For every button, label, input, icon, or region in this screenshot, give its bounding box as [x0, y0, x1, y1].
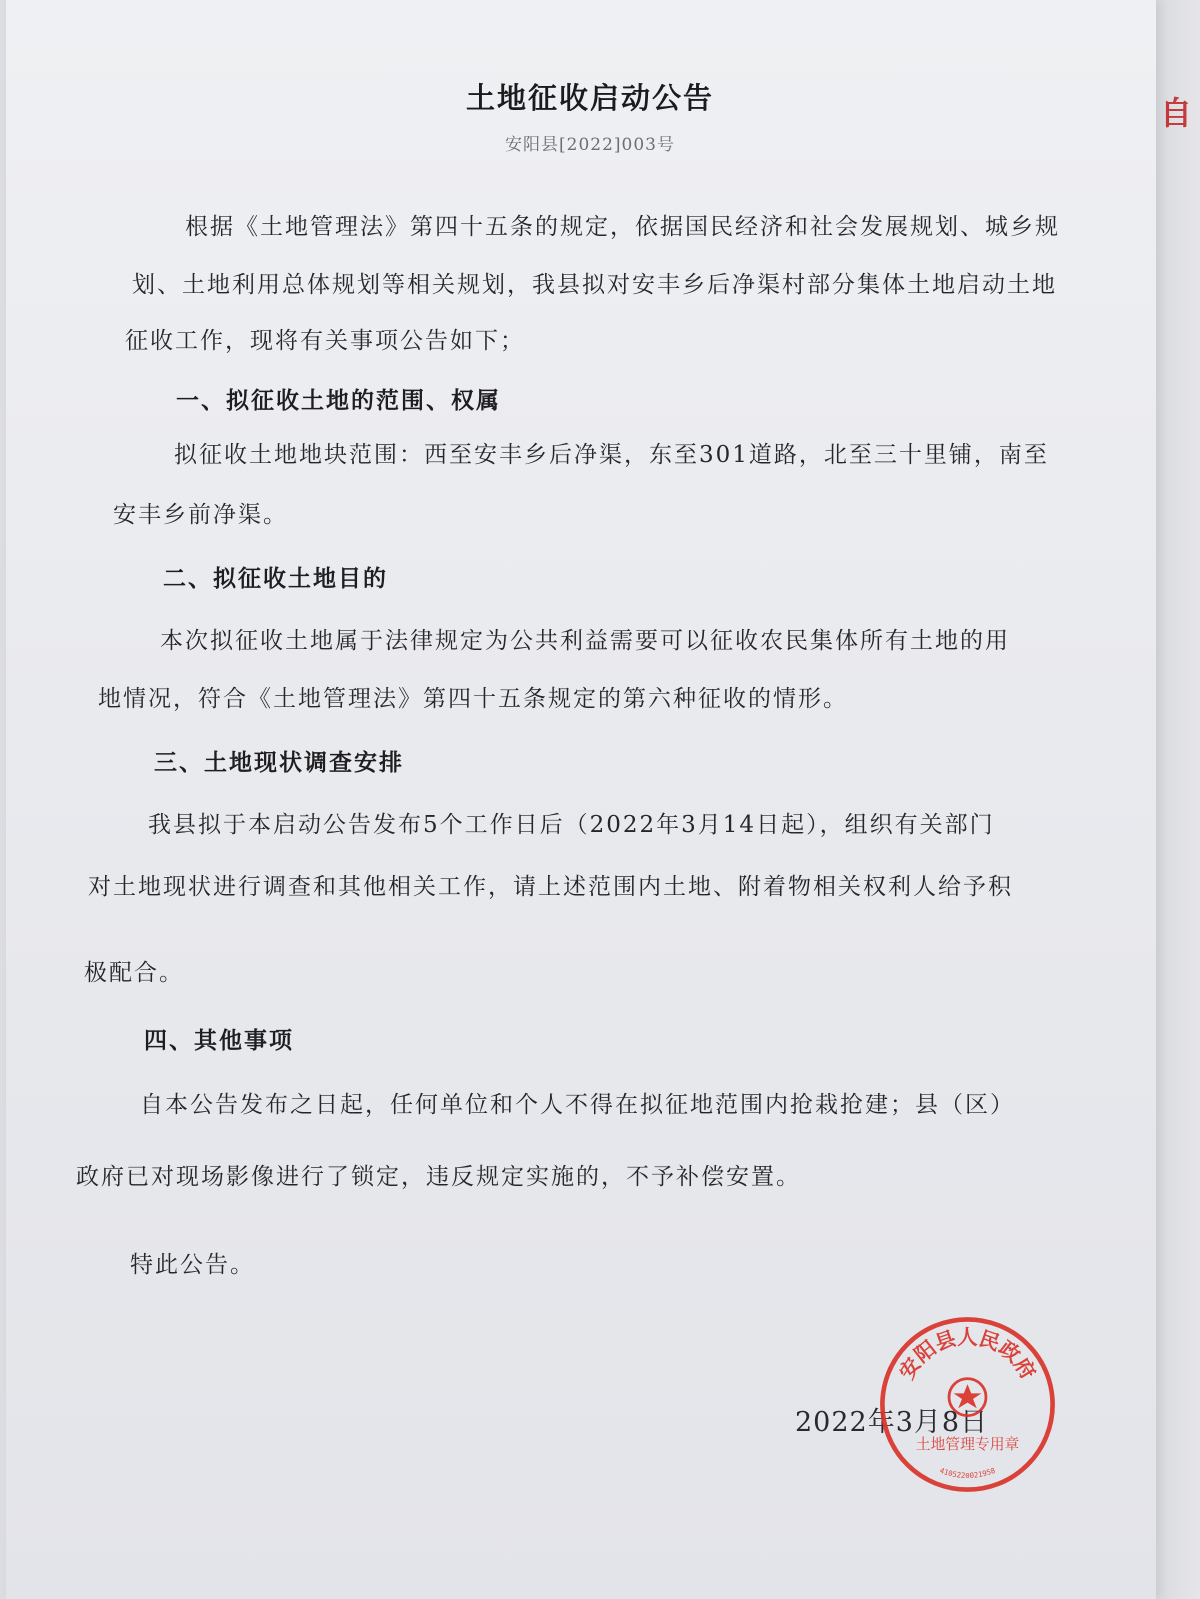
intro-line-2: 划、土地利用总体规划等相关规划，我县拟对安丰乡后净渠村部分集体土地启动土地	[132, 272, 1057, 298]
seal-text: 安阳县人民政府	[894, 1324, 1041, 1384]
section-3-line-2: 对土地现状进行调查和其他相关工作，请上述范围内土地、附着物相关权利人给予积	[88, 874, 1013, 900]
section-4-line-1: 自本公告发布之日起，任何单位和个人不得在拟征地范围内抢栽抢建；县（区）	[140, 1092, 1015, 1118]
section-3-line-3: 极配合。	[84, 960, 184, 986]
section-2-line-1: 本次拟征收土地属于法律规定为公共利益需要可以征收农民集体所有土地的用	[160, 628, 1010, 654]
section-1-line-2: 安丰乡前净渠。	[113, 502, 288, 528]
document-number: 安阳县[2022]003号	[505, 135, 675, 155]
document-title: 土地征收启动公告	[465, 81, 714, 115]
intro-line-1: 根据《土地管理法》第四十五条的规定，依据国民经济和社会发展规划、城乡规	[185, 214, 1060, 240]
section-2-line-2: 地情况，符合《土地管理法》第四十五条规定的第六种征收的情形。	[98, 686, 848, 712]
section-4-heading: 四、其他事项	[144, 1028, 294, 1054]
section-1-line-1: 拟征收土地地块范围：西至安丰乡后净渠，东至301道路，北至三十里铺，南至	[174, 442, 1049, 468]
seal-subtext: 土地管理专用章	[915, 1435, 1020, 1453]
section-2-heading: 二、拟征收土地目的	[163, 566, 388, 592]
section-3-line-1: 我县拟于本启动公告发布5个工作日后（2022年3月14日起），组织有关部门	[148, 812, 995, 838]
issue-date: 2022年3月8日	[795, 1407, 989, 1438]
background-document-fragment: 自	[1159, 94, 1192, 132]
section-4-line-2: 政府已对现场影像进行了锁定，违反规定实施的，不予补偿安置。	[76, 1164, 801, 1190]
section-1-heading: 一、拟征收土地的范围、权属	[176, 388, 501, 414]
national-emblem-icon	[949, 1379, 986, 1416]
closing-text: 特此公告。	[130, 1252, 255, 1278]
seal-serial: 4105220021958	[938, 1465, 997, 1480]
section-3-heading: 三、土地现状调查安排	[154, 750, 404, 776]
intro-line-3: 征收工作，现将有关事项公告如下；	[125, 328, 525, 354]
official-seal	[875, 1312, 1060, 1497]
